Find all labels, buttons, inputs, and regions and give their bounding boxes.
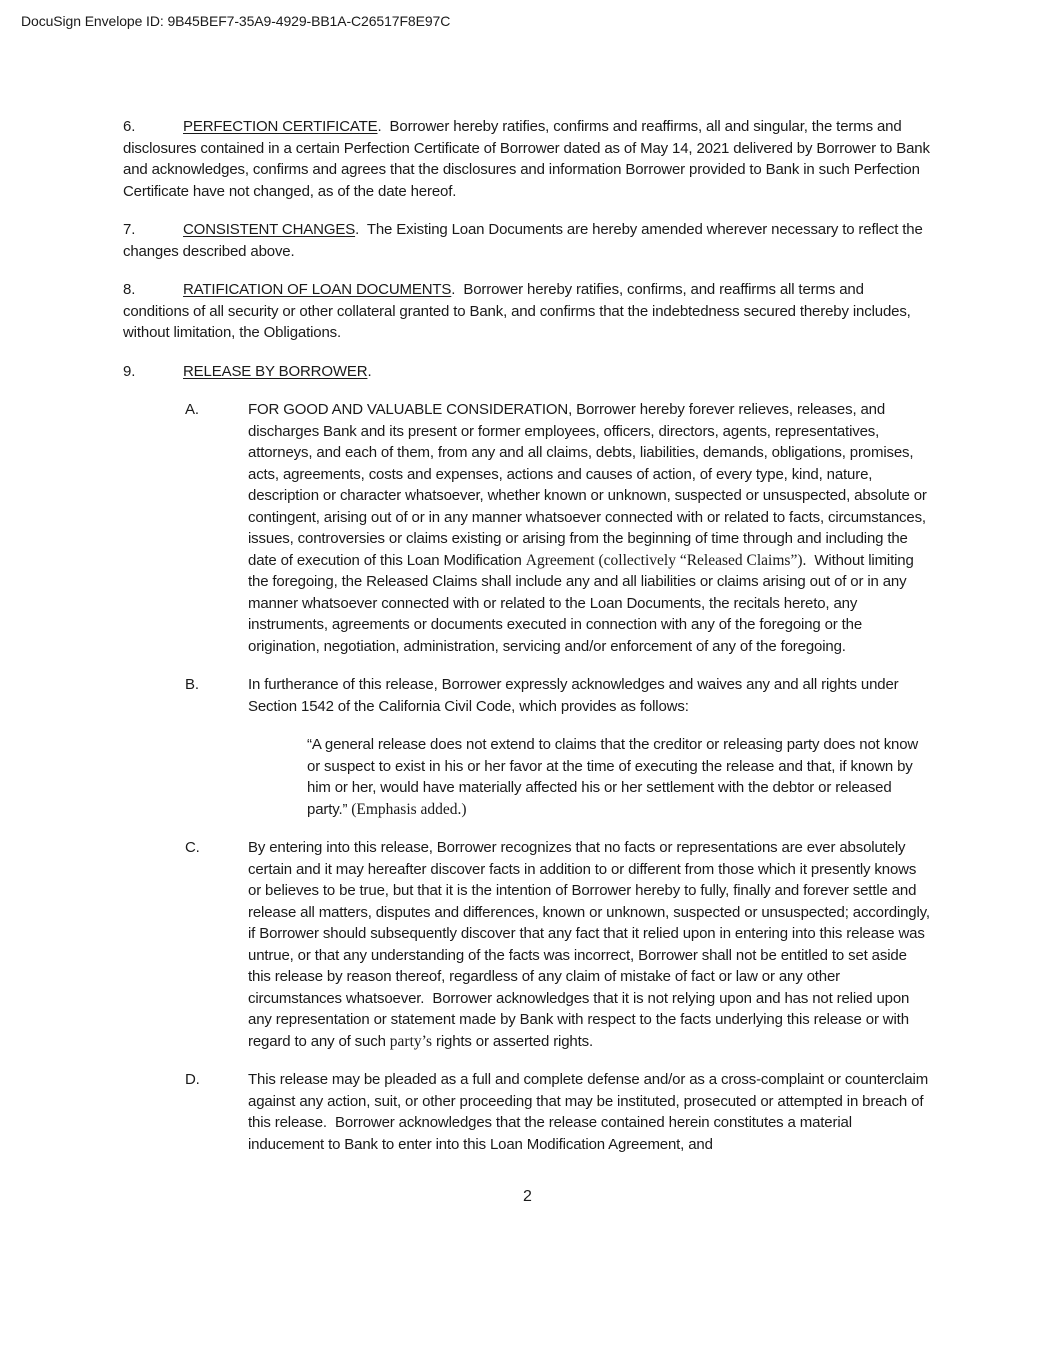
section-body: . Borrower hereby ratifies, confirms, and reaffirms all terms and conditions of all security or other collateral granted to Bank, and confirms that the indebtedness secured thereby includes, without limitation, the Obligations.	[123, 281, 915, 341]
document-body	[123, 116, 934, 1172]
section-8-ratification-of-loan-documents	[123, 279, 930, 344]
subsection-text	[248, 399, 930, 657]
text-segment: (Emphasis added.)	[347, 800, 467, 818]
section-body: . The Existing Loan Documents are hereby amended wherever necessary to reflect the changes described above.	[123, 221, 927, 260]
section-number: 9.	[123, 362, 136, 380]
page-footer	[0, 1188, 1055, 1206]
section-7-consistent-changes	[123, 219, 930, 262]
subsection-letter: B.	[185, 676, 199, 693]
section-title: RATIFICATION OF LOAN DOCUMENTS	[183, 281, 452, 298]
subsection-letter: D.	[185, 1071, 200, 1088]
section-body: .	[367, 362, 372, 380]
text-segment: Agreement (collectively “Released Claims”).	[525, 551, 807, 569]
section-title: PERFECTION CERTIFICATE	[183, 118, 378, 135]
civil-code-1542-quote	[307, 734, 930, 820]
section-title: CONSISTENT CHANGES	[183, 221, 356, 238]
text-segment: rights or asserted rights.	[431, 1032, 594, 1050]
text-segment: FOR GOOD AND VALUABLE CONSIDERATION, Borrower hereby forever relieves, releases, and discharges Bank and its present or former employees, officers, directors, agents, representatives, attorneys, and each of them, from any and all claims, debts, liabilities, demands, obligations, promises, acts, agreements, costs and expenses, actions and causes of action, of every type, kind, nature, description or character whatsoever, whether known or unknown, suspected or unsuspected, absolute or contingent, arising out of or in any manner whatsoever connected with or related to facts, circumstances, issues, controversies or claims existing or arising from the beginning of time through and including the date of execution of this Loan Modification	[248, 401, 931, 569]
text-segment: Without limiting the foregoing, the Released Claims shall include any and all liabilities or claims arising out of or in any manner whatsoever connected with or related to the Loan Documents, the recitals hereto, any instruments, agreements or documents executed in connection with any of the foregoing or the origination, negotiation, administration, servicing and/or enforcement of any of the foregoing.	[248, 551, 918, 655]
subsection-c	[123, 837, 934, 1052]
section-number: 6.	[123, 118, 136, 135]
page-number: 2	[523, 1188, 532, 1205]
text-segment: party’s	[389, 1032, 432, 1050]
subsection-text	[248, 837, 934, 1052]
text-segment: In furtherance of this release, Borrower expressly acknowledges and waives any and all rights under Section 1542 of the California Civil Code, which provides as follows:	[248, 676, 903, 715]
section-title: RELEASE BY BORROWER	[183, 362, 368, 380]
section-6-perfection-certificate	[123, 116, 934, 202]
section-number: 8.	[123, 281, 136, 298]
subsection-letter: A.	[185, 401, 199, 418]
subsection-d	[123, 1069, 933, 1155]
subsection-letter: C.	[185, 839, 200, 856]
section-number: 7.	[123, 221, 136, 238]
docusign-envelope-id: DocuSign Envelope ID: 9B45BEF7-35A9-4929-BB1A-C26517F8E97C	[21, 13, 451, 29]
section-9-release-by-borrower	[123, 361, 930, 383]
subsection-b	[123, 674, 930, 717]
subsection-text	[248, 674, 930, 717]
subsection-a	[123, 399, 930, 657]
text-segment: By entering into this release, Borrower recognizes that no facts or representations are ever absolutely certain and it may hereafter discover facts in addition to or different from those which it presently knows or believes to be true, but that it is the intention of Borrower hereby to fully, finally and forever settle and release all matters, disputes and differences, known or unknown, suspected or unsuspected; accordingly, if Borrower should subsequently discover that any fact that it relied upon in entering into this release was untrue, or that any understanding of the facts was incorrect, Borrower shall not be entitled to set aside this release by reason thereof, regardless of any claim of mistake of fact or law or any other circumstances whatsoever. Borrower acknowledges that it is not relying upon and has not relied upon any representation or statement made by Bank with respect to the facts underlying this release or with regard to any of such	[248, 839, 934, 1050]
section-body: . Borrower hereby ratifies, confirms and reaffirms, all and singular, the terms and disclosures contained in a certain Perfection Certificate of Borrower dated as of May 14, 2021 delivered by Borrower to Bank and acknowledges, confirms and agrees that the disclosures and information Borrower provided to Bank in such Perfection Certificate have not changed, as of the date hereof.	[123, 118, 934, 200]
text-segment: This release may be pleaded as a full and complete defense and/or as a cross-complaint or counterclaim against any action, suit, or other proceeding that may be instituted, prosecuted or attempted in breach of this release. Borrower acknowledges that the release contained herein constitutes a material inducement to Bank to enter into this Loan Modification Agreement, and	[248, 1071, 933, 1153]
text-segment: “A general release does not extend to claims that the creditor or releasing party does not know or suspect to exist in his or her favor at the time of executing the release and that, if known by him or her, would have materially affected his or her settlement with the debtor or released party.”	[307, 736, 923, 818]
subsection-text	[248, 1069, 933, 1155]
